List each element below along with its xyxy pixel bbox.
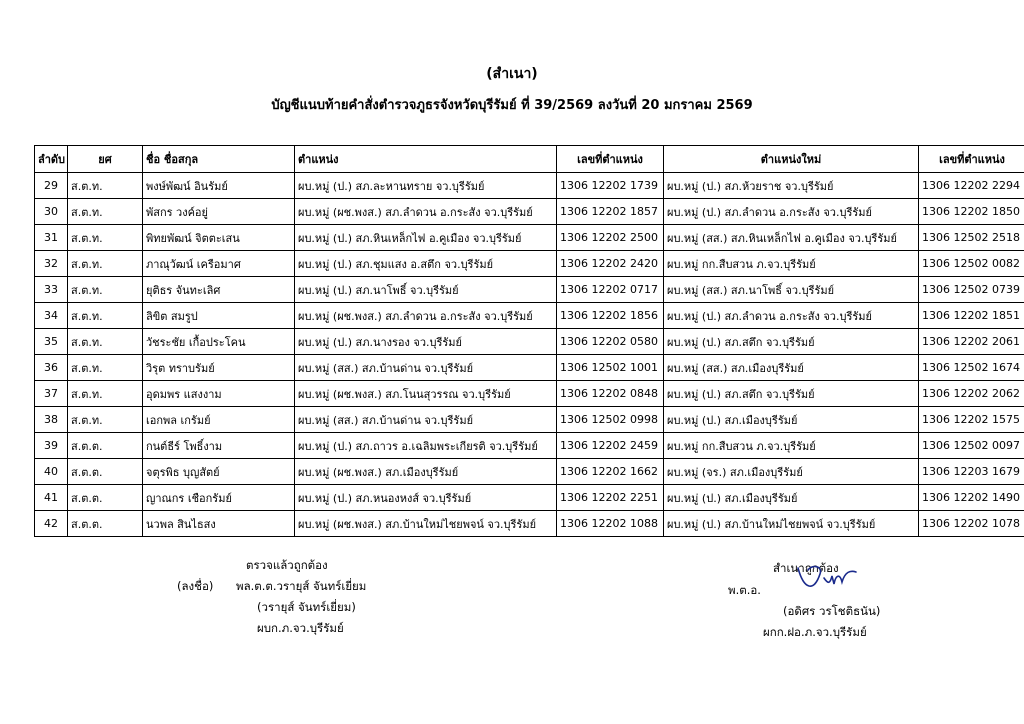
cell-name: ยุติธร จันทะเลิศ [143, 277, 295, 303]
cell-new-position-number: 1306 12202 1851 [919, 303, 1024, 329]
signed-label: (ลงชื่อ) [177, 579, 214, 593]
cell-order: 41 [35, 485, 68, 511]
cell-new-position-number: 1306 12202 2294 [919, 173, 1024, 199]
column-header-order: ลำดับ [35, 146, 68, 173]
cell-name: พิทยพัฒน์ จิตตะเสน [143, 225, 295, 251]
cell-new-position: ผบ.หมู่ (ป.) สภ.สตึก จว.บุรีรัมย์ [664, 381, 919, 407]
cell-position: ผบ.หมู่ (ผช.พงส.) สภ.เมืองบุรีรัมย์ [295, 459, 557, 485]
cell-order: 37 [35, 381, 68, 407]
certifier-position: ผกก.ฝอ.ภ.จว.บุรีรัมย์ [763, 625, 867, 639]
document-title: บัญชีแนบท้ายคำสั่งตำรวจภูธรจังหวัดบุรีรัมย์ ที่ 39/2569 ลงวันที่ 20 มกราคม 2569 [271, 98, 753, 113]
signer-position: ผบก.ภ.จว.บุรีรัมย์ [257, 621, 344, 635]
cell-new-position: ผบ.หมู่ กก.สืบสวน ภ.จว.บุรีรัมย์ [664, 433, 919, 459]
certifier-rank: พ.ต.อ. [728, 583, 761, 597]
cell-position: ผบ.หมู่ (สส.) สภ.บ้านด่าน จว.บุรีรัมย์ [295, 407, 557, 433]
cell-name: ภาณุวัฒน์ เครือมาศ [143, 251, 295, 277]
cell-position: ผบ.หมู่ (ป.) สภ.นางรอง จว.บุรีรัมย์ [295, 329, 557, 355]
cell-new-position-number: 1306 12202 1850 [919, 199, 1024, 225]
copy-mark: (สำเนา) [486, 66, 538, 82]
cell-new-position: ผบ.หมู่ (ป.) สภ.บ้านใหม่ไชยพจน์ จว.บุรีรัมย์ [664, 511, 919, 537]
cell-rank: ส.ต.ท. [68, 407, 143, 433]
table-row [35, 407, 1024, 433]
cell-rank: ส.ต.ต. [68, 485, 143, 511]
cell-new-position-number: 1306 12502 2518 [919, 225, 1024, 251]
table-row [35, 251, 1024, 277]
table-row [35, 433, 1024, 459]
cell-position: ผบ.หมู่ (ป.) สภ.ถาวร อ.เฉลิมพระเกียรติ จว.บุรีรัมย์ [295, 433, 557, 459]
cell-rank: ส.ต.ท. [68, 251, 143, 277]
cell-position-number: 1306 12202 1088 [557, 511, 664, 537]
cell-position: ผบ.หมู่ (ผช.พงส.) สภ.ลำดวน อ.กระสัง จว.บุรีรัมย์ [295, 199, 557, 225]
cell-rank: ส.ต.ท. [68, 303, 143, 329]
cell-order: 39 [35, 433, 68, 459]
cell-new-position: ผบ.หมู่ (สส.) สภ.เมืองบุรีรัมย์ [664, 355, 919, 381]
cell-rank: ส.ต.ท. [68, 199, 143, 225]
table-row [35, 381, 1024, 407]
column-header-new-position: ตำแหน่งใหม่ [664, 146, 919, 173]
cell-rank: ส.ต.ท. [68, 381, 143, 407]
cell-position-number: 1306 12502 0998 [557, 407, 664, 433]
cell-order: 31 [35, 225, 68, 251]
cell-order: 34 [35, 303, 68, 329]
table-row [35, 329, 1024, 355]
cell-rank: ส.ต.ท. [68, 329, 143, 355]
cell-rank: ส.ต.ต. [68, 511, 143, 537]
cell-new-position: ผบ.หมู่ (สส.) สภ.หินเหล็กไฟ อ.คูเมือง จว.บุรีรัมย์ [664, 225, 919, 251]
cell-position-number: 1306 12202 2251 [557, 485, 664, 511]
table-row [35, 199, 1024, 225]
cell-order: 29 [35, 173, 68, 199]
signer-name: (วรายุส์ จันทร์เยี่ยม) [257, 600, 356, 614]
cell-rank: ส.ต.ท. [68, 277, 143, 303]
cell-new-position-number: 1306 12203 1679 [919, 459, 1024, 485]
cell-order: 35 [35, 329, 68, 355]
cell-new-position: ผบ.หมู่ (ป.) สภ.ลำดวน อ.กระสัง จว.บุรีรัมย์ [664, 303, 919, 329]
cell-position: ผบ.หมู่ (ป.) สภ.ชุมแสง อ.สตึก จว.บุรีรัมย์ [295, 251, 557, 277]
cell-position-number: 1306 12202 1857 [557, 199, 664, 225]
cell-position-number: 1306 12202 0580 [557, 329, 664, 355]
cell-name: วิรุต ทราบรัมย์ [143, 355, 295, 381]
cell-name: วัชระชัย เกื้อประโคน [143, 329, 295, 355]
cell-name: พงษ์พัฒน์ อินรัมย์ [143, 173, 295, 199]
cell-position: ผบ.หมู่ (สส.) สภ.บ้านด่าน จว.บุรีรัมย์ [295, 355, 557, 381]
column-header-new-position-number: เลขที่ตำแหน่ง [919, 146, 1024, 173]
handwritten-signature [790, 560, 860, 596]
cell-name: กนต์ธีร์ โพธิ์งาม [143, 433, 295, 459]
cell-new-position: ผบ.หมู่ กก.สืบสวน ภ.จว.บุรีรัมย์ [664, 251, 919, 277]
cell-position-number: 1306 12202 0848 [557, 381, 664, 407]
cell-order: 33 [35, 277, 68, 303]
cell-order: 36 [35, 355, 68, 381]
cell-position-number: 1306 12202 2420 [557, 251, 664, 277]
cell-new-position-number: 1306 12502 0739 [919, 277, 1024, 303]
certified-text: ตรวจแล้วถูกต้อง [246, 558, 328, 572]
cell-name: จตุรพิธ บุญสัตย์ [143, 459, 295, 485]
cell-new-position: ผบ.หมู่ (สส.) สภ.นาโพธิ์ จว.บุรีรัมย์ [664, 277, 919, 303]
cell-rank: ส.ต.ต. [68, 459, 143, 485]
table-row [35, 511, 1024, 537]
cell-order: 42 [35, 511, 68, 537]
cell-position: ผบ.หมู่ (ป.) สภ.ละหานทราย จว.บุรีรัมย์ [295, 173, 557, 199]
cell-rank: ส.ต.ท. [68, 173, 143, 199]
certifier-name: (อดิศร วรโชติธนัน) [783, 604, 881, 618]
column-header-position: ตำแหน่ง [295, 146, 557, 173]
cell-new-position-number: 1306 12202 2061 [919, 329, 1024, 355]
cell-name: ญาณกร เชือกรัมย์ [143, 485, 295, 511]
table-row [35, 459, 1024, 485]
table-row [35, 485, 1024, 511]
cell-position: ผบ.หมู่ (ป.) สภ.นาโพธิ์ จว.บุรีรัมย์ [295, 277, 557, 303]
cell-order: 30 [35, 199, 68, 225]
cell-position-number: 1306 12202 1739 [557, 173, 664, 199]
table-row [35, 277, 1024, 303]
cell-rank: ส.ต.ต. [68, 433, 143, 459]
cell-new-position: ผบ.หมู่ (ป.) สภ.เมืองบุรีรัมย์ [664, 485, 919, 511]
cell-new-position-number: 1306 12202 2062 [919, 381, 1024, 407]
cell-new-position: ผบ.หมู่ (ป.) สภ.สตึก จว.บุรีรัมย์ [664, 329, 919, 355]
cell-order: 40 [35, 459, 68, 485]
cell-new-position-number: 1306 12202 1575 [919, 407, 1024, 433]
cell-new-position: ผบ.หมู่ (จร.) สภ.เมืองบุรีรัมย์ [664, 459, 919, 485]
table-row [35, 225, 1024, 251]
cell-new-position: ผบ.หมู่ (ป.) สภ.เมืองบุรีรัมย์ [664, 407, 919, 433]
column-header-name: ชื่อ ชื่อสกุล [143, 146, 295, 173]
table-row [35, 173, 1024, 199]
cell-name: พัสกร วงค์อยู่ [143, 199, 295, 225]
cell-order: 38 [35, 407, 68, 433]
cell-new-position-number: 1306 12202 1078 [919, 511, 1024, 537]
cell-rank: ส.ต.ท. [68, 355, 143, 381]
cell-new-position: ผบ.หมู่ (ป.) สภ.ลำดวน อ.กระสัง จว.บุรีรัมย์ [664, 199, 919, 225]
cell-position-number: 1306 12202 1662 [557, 459, 664, 485]
certified-copy-text: สำเนาถูกต้อง [773, 561, 839, 575]
cell-name: เอกพล เกรัมย์ [143, 407, 295, 433]
cell-position-number: 1306 12202 0717 [557, 277, 664, 303]
cell-position-number: 1306 12202 2500 [557, 225, 664, 251]
cell-name: ลิขิต สมรูป [143, 303, 295, 329]
column-header-position-number: เลขที่ตำแหน่ง [557, 146, 664, 173]
table-row [35, 355, 1024, 381]
cell-new-position-number: 1306 12502 0097 [919, 433, 1024, 459]
cell-position-number: 1306 12202 2459 [557, 433, 664, 459]
cell-position-number: 1306 12202 1856 [557, 303, 664, 329]
cell-new-position: ผบ.หมู่ (ป.) สภ.ห้วยราช จว.บุรีรัมย์ [664, 173, 919, 199]
cell-position: ผบ.หมู่ (ผช.พงส.) สภ.โนนสุวรรณ จว.บุรีรัมย์ [295, 381, 557, 407]
cell-rank: ส.ต.ท. [68, 225, 143, 251]
table-header-row [35, 146, 1024, 173]
cell-position: ผบ.หมู่ (ผช.พงส.) สภ.บ้านใหม่ไชยพจน์ จว.บุรีรัมย์ [295, 511, 557, 537]
cell-name: นวพล สินไธสง [143, 511, 295, 537]
cell-position-number: 1306 12502 1001 [557, 355, 664, 381]
cell-position: ผบ.หมู่ (ป.) สภ.หนองหงส์ จว.บุรีรัมย์ [295, 485, 557, 511]
cell-order: 32 [35, 251, 68, 277]
cell-new-position-number: 1306 12202 1490 [919, 485, 1024, 511]
transfer-table [34, 145, 1024, 537]
cell-position: ผบ.หมู่ (ป.) สภ.หินเหล็กไฟ อ.คูเมือง จว.บุรีรัมย์ [295, 225, 557, 251]
signer-rank-name: พล.ต.ต.วรายุส์ จันทร์เยี่ยม [236, 579, 367, 593]
cell-new-position-number: 1306 12502 1674 [919, 355, 1024, 381]
column-header-rank: ยศ [68, 146, 143, 173]
cell-name: อุดมพร แสงงาม [143, 381, 295, 407]
cell-position: ผบ.หมู่ (ผช.พงส.) สภ.ลำดวน อ.กระสัง จว.บุรีรัมย์ [295, 303, 557, 329]
table-row [35, 303, 1024, 329]
cell-new-position-number: 1306 12502 0082 [919, 251, 1024, 277]
